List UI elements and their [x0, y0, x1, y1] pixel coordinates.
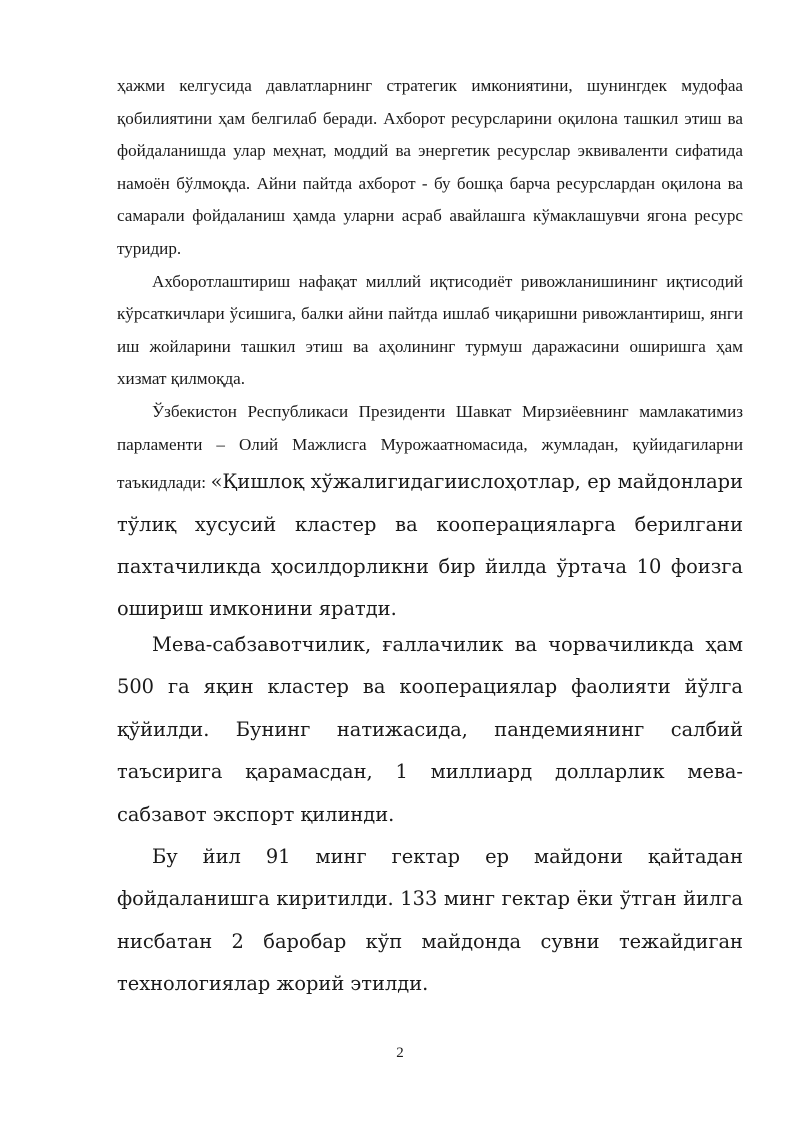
body-text [117, 70, 743, 631]
paragraph-president-address [117, 396, 743, 631]
quote-block [117, 624, 743, 1006]
paragraph-resources: ҳажми келгусида давлатларнинг стратегик имкониятини, шунингдек мудофаа қобилиятини ҳам белгилаб беради. Ахборот ресурсларини оқилона ташкил этиш ва фойдаланишда улар меҳнат, моддий ва энергетик ресурслар эквиваленти сифатида намоён бўлмоқда. Айни пайтда ахборот - бу бошқа барча ресурслардан оқилона ва самарали фойдаланиш ҳамда уларни асраб авайлашга кўмаклашувчи ягона ресурс туридир. [117, 76, 743, 258]
address-intro: Ўзбекистон Республикаси Президенти Шавкат Мирзиёевнинг мамлакатимиз парламенти – Олий Мажлисга Мурожаатномасида, жумладан, қуйидагиларни таъкидлади: [117, 401, 743, 493]
quote-part-3: Бу йил 91 минг гектар ер майдони қайтадан фойдаланишга киритилди. 133 минг гектар ёки ўтган йилга нисбатан 2 баробар кўп майдонда сувни тежайдиган технологиялар жорий этилди. [117, 845, 743, 996]
page-number: 2 [396, 1045, 404, 1061]
quote-part-1: «Қишлоқ хўжалигидагиислоҳотлар, ер майдонлари тўлиқ хусусий кластер ва кооперацияларга берилгани пахтачиликда ҳосилдорликни бир йилда ўртача 10 фоизга ошириш имконини яратди. [117, 470, 743, 621]
paragraph-informatization: Ахборотлаштириш нафақат миллий иқтисодиёт ривожланишининг иқтисодий кўрсаткичлари ўсишига, балки айни пайтда ишлаб чиқаришни ривожлантириш, янги иш жойларини ташкил этиш ва аҳолининг турмуш даражасини оширишга ҳам хизмат қилмоқда. [117, 271, 743, 389]
quote-part-2: Мева-сабзавотчилик, ғаллачилик ва чорвачиликда ҳам 500 га яқин кластер ва кооперациялар фаолияти йўлга қўйилди. Бунинг натижасида, пандемиянинг салбий таъсирига қарамасдан, 1 миллиард долларлик мева-сабзавот экспорт қилинди. [117, 633, 743, 826]
